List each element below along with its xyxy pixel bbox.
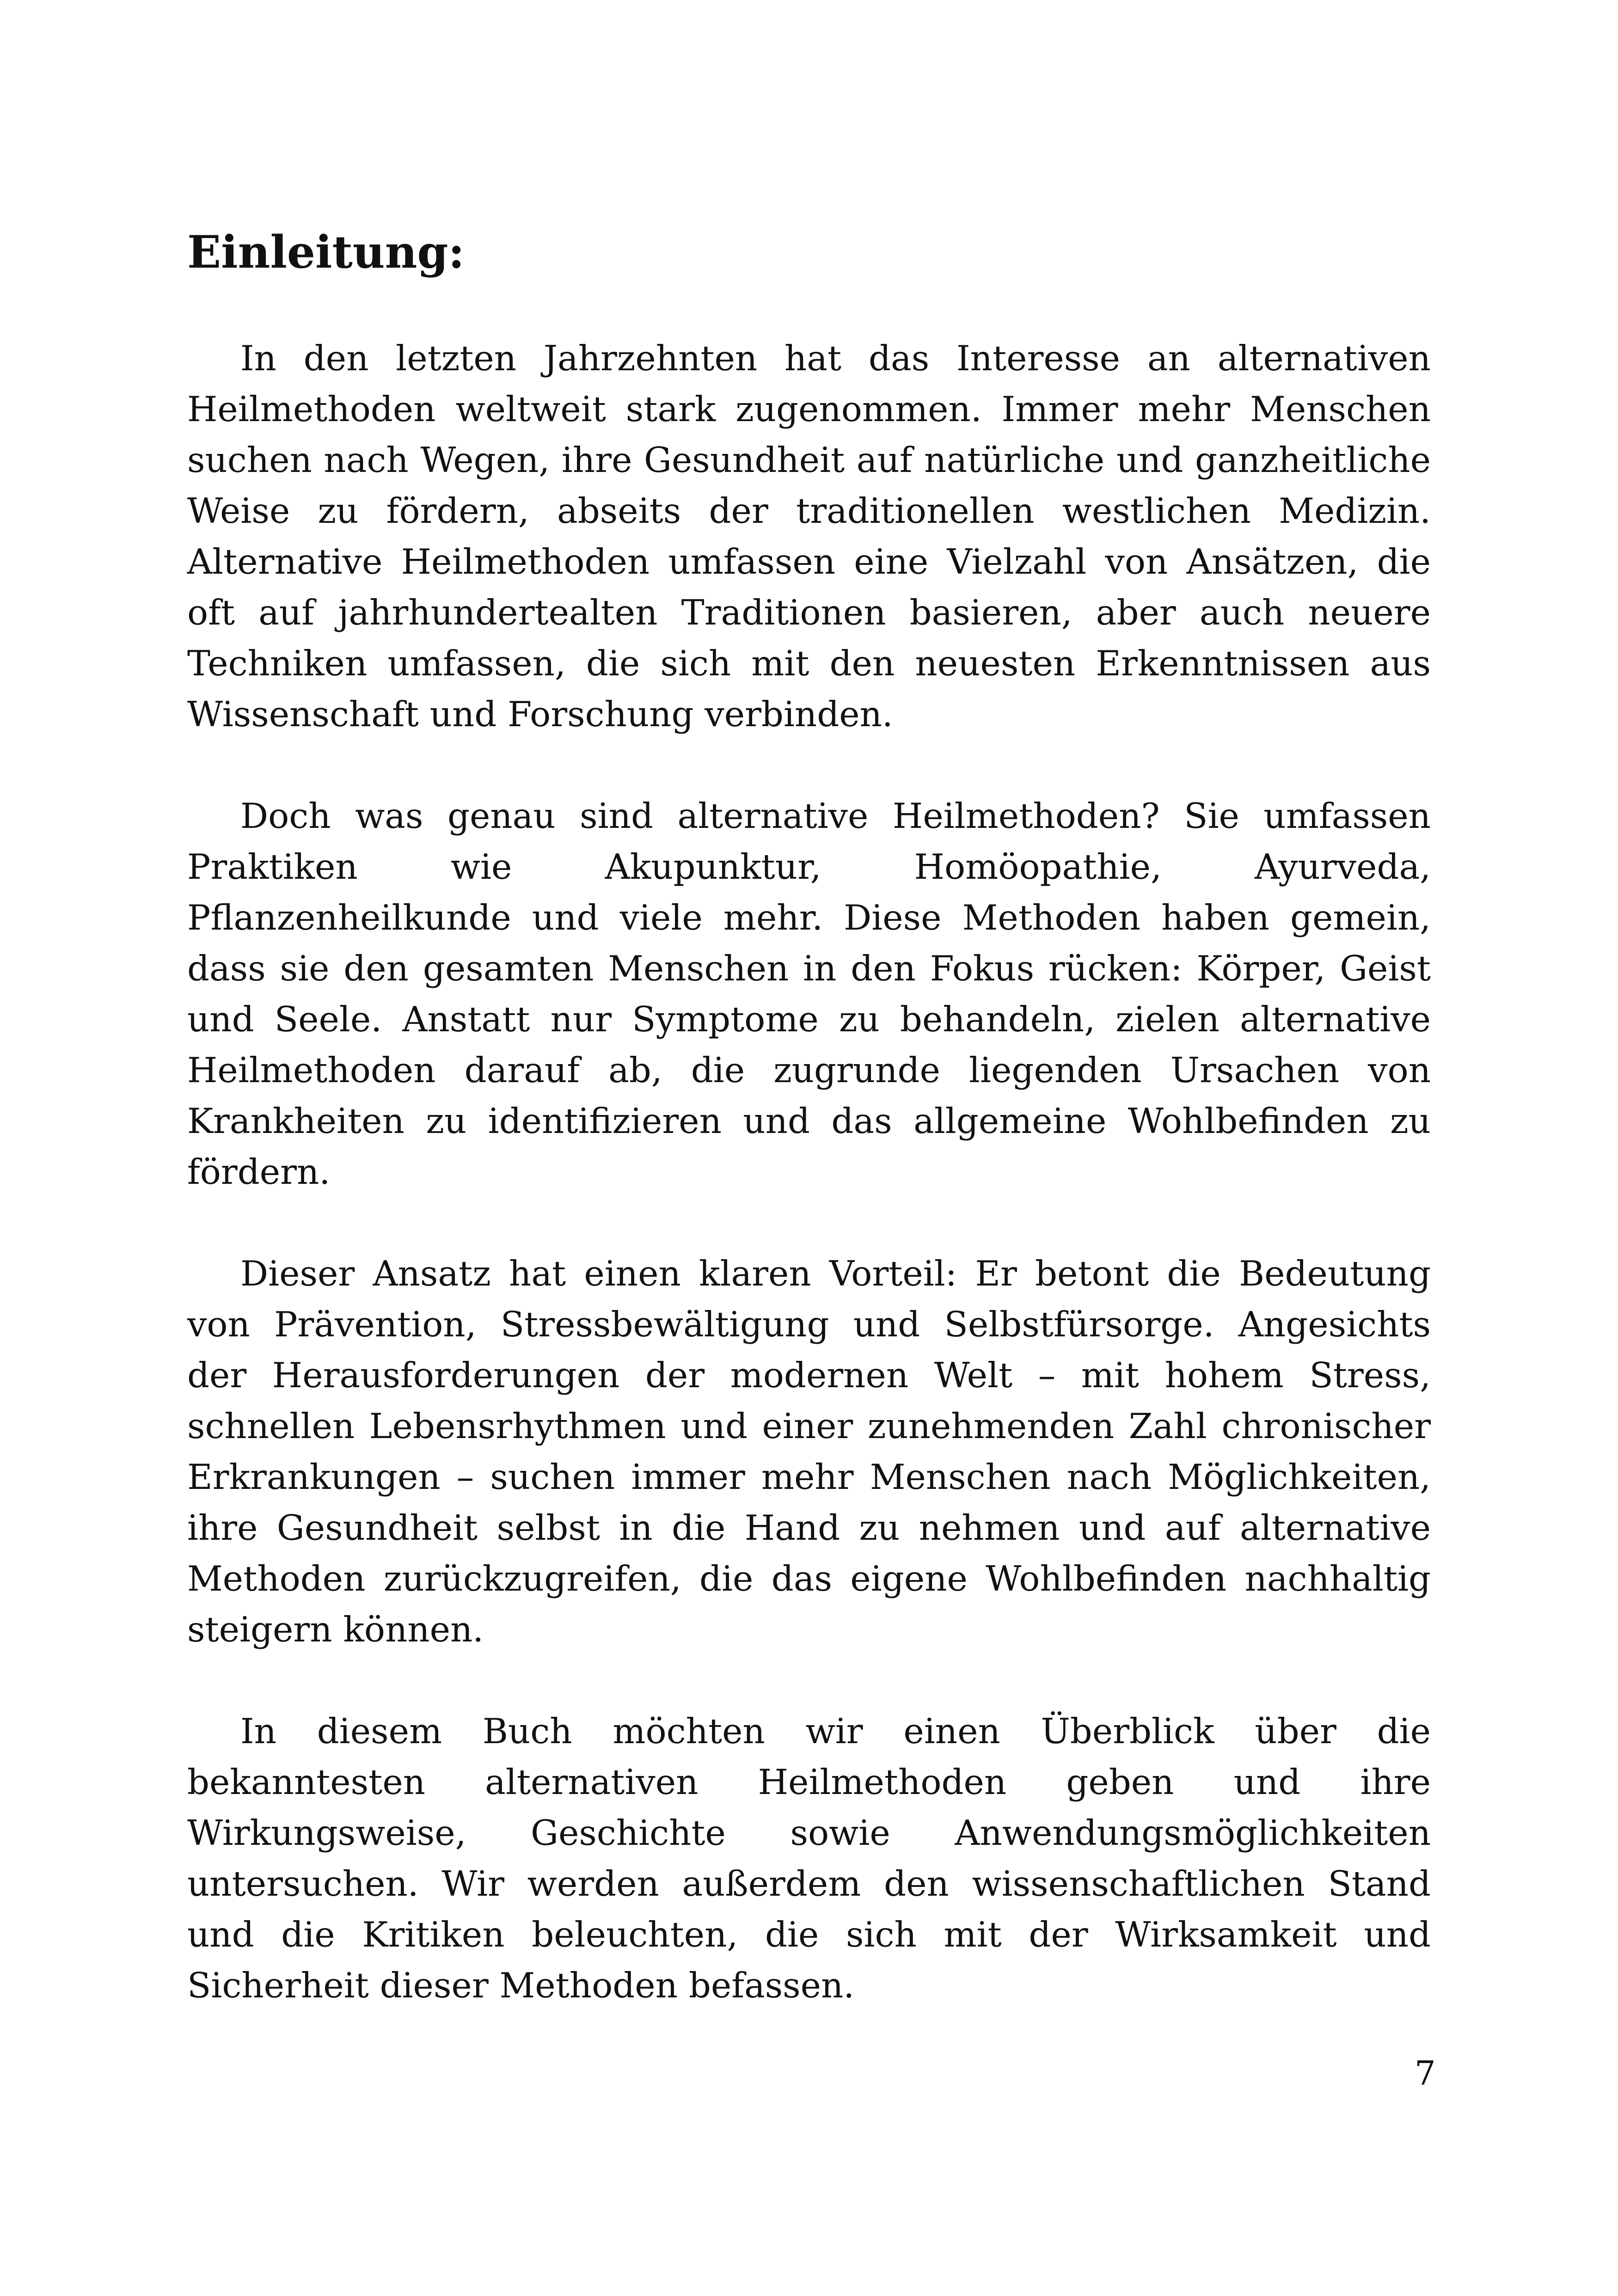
chapter-body — [187, 333, 1431, 2011]
paragraph-4: In diesem Buch möchten wir einen Überblick über die bekanntesten alternativen Heilmethoden geben und ihre Wirkungsweise, Geschichte sowie Anwendungsmöglichkeiten untersuchen. Wir werden außerdem den wissenschaftlichen Stand und die Kritiken beleuchten, die sich mit der Wirksamkeit und Sicherheit dieser Methoden befassen. — [187, 1711, 1431, 2006]
paragraph-1: In den letzten Jahrzehnten hat das Interesse an alternativen Heilmethoden weltweit stark zugenommen. Immer mehr Menschen suchen nach Wegen, ihre Gesundheit auf natürliche und ganzheitliche Weise zu fördern, abseits der traditionellen westlichen Medizin. Alternative Heilmethoden umfassen eine Vielzahl von Ansätzen, die oft auf jahrhundertealten Traditionen basieren, aber auch neuere Techniken umfassen, die sich mit den neuesten Erkenntnissen aus Wissenschaft und Forschung verbinden. — [187, 338, 1431, 735]
page-number: 7 — [1415, 2054, 1436, 2093]
paragraph-3: Dieser Ansatz hat einen klaren Vorteil: Er betont die Bedeutung von Prävention, Stressbewältigung und Selbstfürsorge. Angesichts der Herausforderungen der modernen Welt – mit hohem Stress, schnellen Lebensrhythmen und einer zunehmenden Zahl chronischer Erkrankungen – suchen immer mehr Menschen nach Möglichkeiten, ihre Gesundheit selbst in die Hand zu nehmen und auf alternative Methoden zurückzugreifen, die das eigene Wohlbefinden nachhaltig steigern können. — [187, 1253, 1431, 1650]
paragraph-2: Doch was genau sind alternative Heilmethoden? Sie umfassen Praktiken wie Akupunktur, Homöopathie, Ayurveda, Pflanzenheilkunde und viele mehr. Diese Methoden haben gemein, dass sie den gesamten Menschen in den Fokus rücken: Körper, Geist und Seele. Anstatt nur Symptome zu behandeln, zielen alternative Heilmethoden darauf ab, die zugrunde liegenden Ursachen von Krankheiten zu identifizieren und das allgemeine Wohlbefinden zu fördern. — [187, 796, 1431, 1192]
chapter-heading: Einleitung: — [187, 226, 465, 278]
